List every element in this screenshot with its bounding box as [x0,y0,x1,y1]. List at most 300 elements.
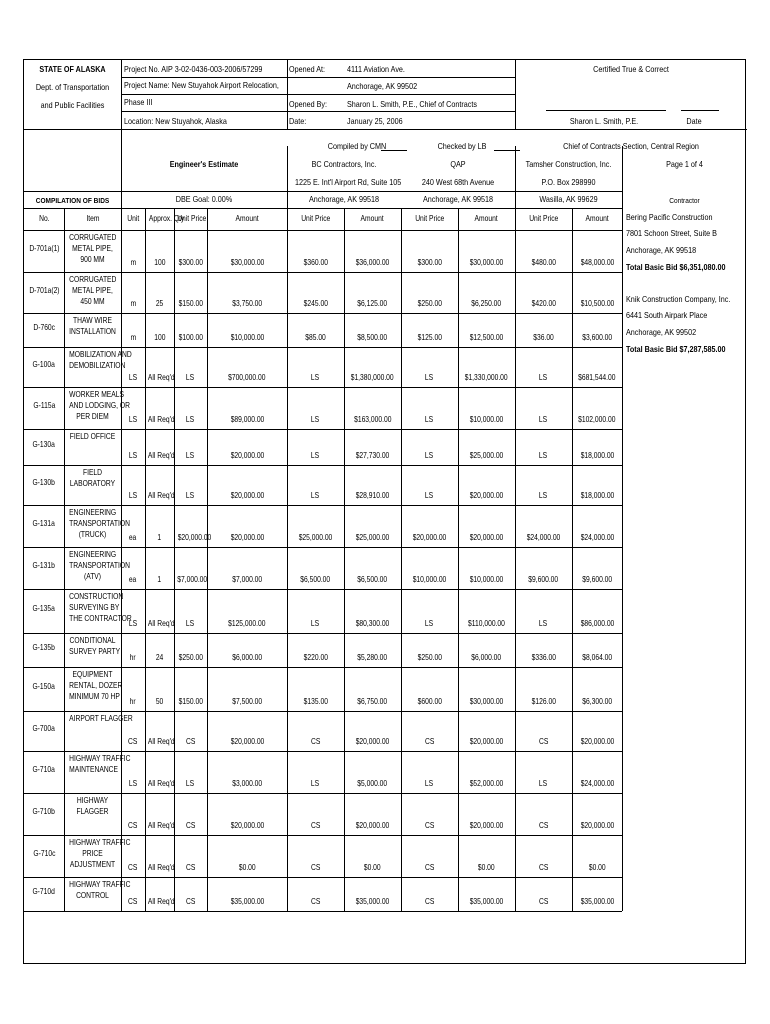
table-row-rule [24,711,622,712]
bidder-2-unit-price: LS [425,415,434,424]
item-description-line: CORRUGATED [69,275,117,284]
engineer-unit-price: $300.00 [178,258,203,267]
item-number: G-150a [32,682,56,691]
bidder-3-amount: $18,000.00 [580,491,614,500]
item-description-line: PRICE [82,849,103,858]
column-header-bidder-2-amount: Amount [474,214,499,223]
bidder-2-amount: $1,330,000.00 [465,373,508,382]
bidder-1-amount: $20,000.00 [355,821,390,830]
unit: CS [128,897,138,906]
bidder-3-amount: $102,000.00 [578,415,616,424]
engineer-unit-price: LS [186,491,195,500]
item-description-line: ADJUSTMENT [69,860,116,869]
table-row-rule [24,505,622,506]
bidder-2-amount: $110,000.00 [468,619,505,628]
bidder-2-name: QAP [450,159,466,169]
header-rule [24,129,747,130]
engineer-amount: $20,000.00 [230,491,264,500]
bidder-1-unit-price: LS [311,491,320,500]
item-description-line: LABORATORY [69,479,116,488]
column-header-bidder-3-amount: Amount [585,214,609,223]
bidder-2-amount: $52,000.00 [469,779,504,788]
bidder-2-address-1: 240 West 68th Avenue [421,177,495,187]
table-column-rule [344,208,345,911]
column-header-rule [24,230,622,231]
engineer-amount: $20,000.00 [230,737,264,746]
unit: LS [128,415,138,424]
engineer-unit-price: $20,000.00 [177,533,212,542]
approx-qty: All Req'd [147,897,175,906]
column-header-unit: Unit [127,214,139,223]
bidder-3-unit-price: LS [539,451,548,460]
item-description [64,669,121,702]
item-description [64,549,130,582]
bidder-2-amount: $6,250.00 [471,299,502,308]
engineer-unit-price: $250.00 [178,653,203,662]
bidder-1-unit-price: CS [310,897,321,906]
header-divider [515,146,516,208]
approx-qty: 1 [157,533,162,542]
bidder-2-amount: $35,000.00 [469,897,504,906]
header-divider [622,146,623,208]
item-number: G-135a [32,604,56,613]
bidder-2-amount: $10,000.00 [469,575,504,584]
engineer-amount: $20,000.00 [230,533,264,542]
column-header-item-number: No. [38,214,50,223]
item-description-line: THAW WIRE [73,316,112,325]
opened-by-label: Opened By: [289,99,328,109]
table-column-rule [174,208,175,911]
date-label: Date: [289,116,307,126]
side-contractor-2-total: Total Basic Bid $7,287,585.00 [626,344,726,354]
column-header-item-description: Item [85,214,100,223]
table-column-rule [458,208,459,911]
item-description-line: AND LODGING, OR [69,401,130,410]
bidder-2-amount: $0.00 [478,863,495,872]
bidder-2-amount: $6,000.00 [471,653,502,662]
table-row-rule [24,835,622,836]
table-row-rule [24,911,622,912]
bidder-3-amount: $24,000.00 [580,779,614,788]
unit: m [130,333,136,342]
approx-qty: All Req'd [147,737,175,746]
item-description-line: METAL PIPE, [72,286,113,295]
column-header-bidder-2-unit-price: Unit Price [414,214,445,223]
side-contractor-1-address-1: 7801 Schoon Street, Suite B [626,228,717,238]
opened-at-address-2: Anchorage, AK 99502 [347,81,418,91]
bidder-1-amount: $25,000.00 [355,533,390,542]
item-number: G-130b [32,478,56,487]
bidder-2-amount: $20,000.00 [469,737,504,746]
engineer-unit-price: $100.00 [178,333,203,342]
header-divider [515,60,516,129]
header-rule [24,208,622,209]
bidder-3-unit-price: $9,600.00 [528,575,559,584]
item-number: G-710c [32,849,56,858]
side-contractor-1-name: Bering Pacific Construction [626,212,713,222]
approx-qty: 100 [153,333,166,342]
unit: LS [128,619,138,628]
bidder-3-amount: $3,600.00 [582,333,612,342]
item-description [64,315,121,337]
bidder-2-amount: $10,000.00 [469,415,504,424]
table-row-rule [24,633,622,634]
approx-qty: 24 [155,653,164,662]
item-description-line: HIGHWAY TRAFFIC [69,838,131,847]
bidder-1-unit-price: LS [311,779,320,788]
table-column-rule [64,208,65,911]
bidder-2-address-2: Anchorage, AK 99518 [422,194,494,204]
bidder-3-amount: $0.00 [588,863,606,872]
engineer-unit-price: $150.00 [178,697,203,706]
bidder-3-unit-price: $336.00 [531,653,556,662]
engineer-amount: $7,000.00 [232,575,262,584]
bidder-2-amount: $30,000.00 [469,258,504,267]
item-description [64,713,133,724]
bidder-1-amount: $0.00 [364,863,381,872]
item-description-line: TRANSPORTATION [69,519,130,528]
bidder-1-unit-price: LS [311,415,320,424]
bidder-2-unit-price: $600.00 [417,697,442,706]
table-row-rule [24,429,622,430]
side-contractor-1-address-2: Anchorage, AK 99518 [626,245,697,255]
item-number: D-701a(1) [28,244,60,253]
bidder-2-unit-price: $250.00 [417,299,442,308]
bidder-1-amount: $80,300.00 [355,619,390,628]
item-description-line: HIGHWAY [76,796,109,805]
item-number: G-131a [32,519,56,528]
table-row-rule [24,877,622,878]
bidder-3-amount: $24,000.00 [580,533,614,542]
bidder-3-name: Tamsher Construction, Inc. [525,159,612,169]
opened-by-value: Sharon L. Smith, P.E., Chief of Contracts [347,99,477,109]
item-number: D-760c [33,323,55,332]
bidder-1-unit-price: $220.00 [303,653,328,662]
date-value: January 25, 2006 [347,116,403,126]
engineer-unit-price: LS [186,619,195,628]
engineer-amount: $7,500.00 [232,697,262,706]
bidder-3-amount: $6,300.00 [582,697,612,706]
engineer-amount: $35,000.00 [230,897,264,906]
engineer-amount: $20,000.00 [230,821,264,830]
item-description-line: CORRUGATED [69,233,117,242]
unit: LS [128,373,138,382]
opened-at-label: Opened At: [289,64,326,74]
table-row-rule [24,547,622,548]
bidder-2-unit-price: $300.00 [417,258,442,267]
table-row-rule [24,465,622,466]
bidder-3-unit-price: $126.00 [531,697,556,706]
bidder-1-amount: $163,000.00 [353,415,392,424]
certified-text: Certified True & Correct [593,64,669,74]
item-description-line: MINIMUM 70 HP [69,692,120,701]
bidder-1-name: BC Contractors, Inc. [311,159,377,169]
project-number: Project No. AIP 3-02-0436-003-2006/57299 [124,64,263,74]
table-column-rule [121,208,122,911]
unit: hr [130,697,136,706]
bidder-2-unit-price: $250.00 [417,653,442,662]
item-description [64,349,132,371]
bidder-3-unit-price: $36.00 [533,333,554,342]
signature-line [546,110,666,111]
bidder-2-unit-price: $125.00 [417,333,442,342]
compiled-by: Compiled by CMN [327,141,387,151]
item-description-line: SURVEY PARTY [69,647,121,656]
header-rule [121,77,515,78]
item-description-line: DEMOBILIZATION [69,361,126,370]
bidder-1-amount: $6,500.00 [357,575,388,584]
table-column-rule [287,208,288,911]
engineer-amount: $0.00 [238,863,256,872]
engineer-unit-price: CS [185,821,196,830]
engineer-unit-price: LS [186,415,195,424]
table-row-rule [24,751,622,752]
item-description-line: CONDITIONAL [69,636,116,645]
item-description-line: TRANSPORTATION [69,561,130,570]
item-description [64,274,121,307]
unit: CS [128,737,138,746]
bidder-2-unit-price: LS [425,451,434,460]
item-number: G-710a [32,765,56,774]
engineer-amount: $3,750.00 [232,299,262,308]
header-divider [121,60,122,191]
engineer-amount: $30,000.00 [230,258,264,267]
table-column-rule [145,208,146,911]
item-description-line: INSTALLATION [69,327,116,336]
approx-qty: All Req'd [147,451,175,460]
item-description-line: PER DIEM [76,412,109,421]
bidder-3-unit-price: CS [538,863,549,872]
bidder-3-unit-price: LS [539,779,548,788]
engineer-unit-price: LS [186,779,195,788]
column-header-bidder-1-amount: Amount [360,214,385,223]
bidder-3-amount: $9,600.00 [582,575,612,584]
bidder-2-amount: $20,000.00 [469,533,504,542]
item-description [64,879,131,901]
table-column-rule [207,208,208,911]
engineer-unit-price: CS [185,897,196,906]
item-description-line: ENGINEERING [69,550,117,559]
header-rule [121,94,515,95]
bidder-1-unit-price: CS [310,737,321,746]
item-description-line: THE CONTRACTOR [69,614,132,623]
contractor-label: Contractor [669,196,700,205]
signature-date-line [681,110,719,111]
approx-qty: All Req'd [147,415,175,424]
table-row-rule [24,272,622,273]
compilation-of-bids: COMPILATION OF BIDS [35,196,110,205]
item-description-line: FIELD [82,468,103,477]
item-description-line: FIELD OFFICE [69,432,116,441]
bidder-1-amount: $20,000.00 [355,737,390,746]
item-description-line: MAINTENANCE [69,765,118,774]
bidder-1-unit-price: LS [311,373,320,382]
dbe-goal: DBE Goal: 0.00% [175,194,233,204]
unit: m [130,299,136,308]
item-description [64,467,121,489]
bidder-3-address-1: P.O. Box 298990 [541,177,596,187]
signer-date-label: Date [686,116,702,126]
engineer-unit-price: CS [185,737,196,746]
side-contractor-2-address-2: Anchorage, AK 99502 [626,327,697,337]
bid-tabulation-sheet [23,59,746,964]
bidder-2-unit-price: $20,000.00 [412,533,447,542]
checked-by-line [494,150,520,151]
item-number: G-100a [32,360,56,369]
approx-qty: 25 [155,299,164,308]
bidder-1-address-1: 1225 E. Int'l Airport Rd, Suite 105 [294,177,402,187]
approx-qty: All Req'd [147,619,175,628]
bidder-3-amount: $18,000.00 [580,451,614,460]
approx-qty: 50 [155,697,164,706]
bidder-3-amount: $48,000.00 [580,258,614,267]
bidder-3-unit-price: $24,000.00 [526,533,561,542]
unit: LS [128,491,138,500]
bidder-1-unit-price: $25,000.00 [298,533,333,542]
side-contractor-1-total: Total Basic Bid $6,351,080.00 [626,262,726,272]
bidder-1-unit-price: $135.00 [303,697,328,706]
bidder-2-unit-price: LS [425,491,434,500]
engineer-unit-price: CS [185,863,196,872]
approx-qty: All Req'd [147,373,175,382]
agency-line-1: STATE OF ALASKA [39,64,106,74]
bidder-2-unit-price: CS [424,863,435,872]
bidder-2-amount: $25,000.00 [469,451,504,460]
bidder-2-unit-price: LS [425,373,434,382]
item-description [64,591,132,624]
bidder-2-amount: $30,000.00 [469,697,504,706]
unit: CS [128,821,138,830]
item-description-line: (TRUCK) [78,530,107,539]
side-contractor-2-address-1: 6441 South Airpark Place [626,310,708,320]
item-number: G-710b [32,807,56,816]
bidder-1-amount: $5,000.00 [357,779,388,788]
bidder-1-unit-price: LS [311,451,320,460]
item-description-line: METAL PIPE, [72,244,113,253]
item-number: G-131b [32,561,56,570]
engineer-amount: $89,000.00 [230,415,264,424]
bidder-1-unit-price: $245.00 [303,299,328,308]
item-description [64,232,121,265]
bidder-1-amount: $6,125.00 [357,299,388,308]
bidder-3-amount: $20,000.00 [580,821,614,830]
item-number: G-130a [32,440,56,449]
bidder-3-unit-price: LS [539,373,548,382]
bidder-1-amount: $36,000.00 [355,258,390,267]
bidder-2-amount: $12,500.00 [469,333,504,342]
bidder-1-unit-price: CS [310,821,321,830]
bidder-1-amount: $1,380,000.00 [351,373,394,382]
opened-at-address-1: 4111 Aviation Ave. [347,64,405,74]
approx-qty: All Req'd [147,863,175,872]
header-rule [24,191,622,192]
item-description [64,389,130,422]
unit: LS [128,779,138,788]
bidder-3-unit-price: LS [539,491,548,500]
approx-qty: All Req'd [147,779,175,788]
bidder-3-unit-price: CS [538,737,549,746]
bidder-2-unit-price: LS [425,619,434,628]
engineer-unit-price: LS [186,451,195,460]
engineer-amount: $700,000.00 [228,373,266,382]
bidder-1-amount: $8,500.00 [357,333,388,342]
table-column-rule [401,208,402,911]
item-number: G-700a [32,724,56,733]
unit: LS [128,451,138,460]
approx-qty: 1 [157,575,162,584]
item-number: G-710d [32,887,56,896]
header-divider [287,146,288,208]
signer-title: Chief of Contracts Section, Central Region [563,141,699,151]
bidder-3-amount: $20,000.00 [580,737,614,746]
bidder-1-amount: $35,000.00 [355,897,390,906]
engineer-amount: $3,000.00 [232,779,262,788]
table-row-rule [24,589,622,590]
item-description [64,837,131,870]
unit: ea [129,533,137,542]
header-divider [121,191,122,208]
item-description [64,431,121,442]
bidder-1-amount: $6,750.00 [357,697,388,706]
table-column-rule [622,208,623,911]
unit: ea [129,575,137,584]
engineer-unit-price: $7,000.00 [177,575,208,584]
signer-name: Sharon L. Smith, P.E. [569,116,639,126]
item-description-line: HIGHWAY TRAFFIC [69,754,131,763]
column-header-engineer-unit-price: Unit Price [177,214,207,223]
bidder-2-unit-price: CS [424,737,435,746]
bidder-2-unit-price: $10,000.00 [412,575,447,584]
unit: hr [130,653,136,662]
project-location: Location: New Stuyahok, Alaska [124,116,227,126]
engineer-amount: $6,000.00 [232,653,262,662]
item-description-line: 900 MM [80,255,105,264]
item-description-line: AIRPORT FLAGGER [69,714,133,723]
project-phase: Phase III [124,97,153,107]
bidder-1-unit-price: LS [311,619,320,628]
approx-qty: All Req'd [147,491,175,500]
header-divider [287,60,288,129]
engineer-amount: $10,000.00 [230,333,264,342]
bidder-2-unit-price: CS [424,897,435,906]
item-description [64,795,121,817]
column-header-bidder-1-unit-price: Unit Price [300,214,331,223]
bidder-1-amount: $5,280.00 [357,653,388,662]
table-row-rule [24,347,622,348]
item-description-line: CONSTRUCTION [69,592,124,601]
bidder-1-amount: $27,730.00 [355,451,390,460]
item-description-line: EQUIPMENT [72,670,113,679]
bidder-3-unit-price: CS [538,821,549,830]
table-column-rule [572,208,573,911]
bidder-2-unit-price: LS [425,779,434,788]
item-description-line: SURVEYING BY [69,603,120,612]
bidder-3-unit-price: $480.00 [531,258,556,267]
engineer-unit-price: LS [186,373,195,382]
item-description-line: WORKER MEALS [69,390,124,399]
item-description-line: CONTROL [76,891,109,900]
engineer-amount: $125,000.00 [228,619,266,628]
bidder-2-amount: $20,000.00 [469,491,504,500]
table-row-rule [24,387,622,388]
bidder-3-amount: $86,000.00 [580,619,614,628]
item-description [64,753,131,775]
header-rule [121,111,515,112]
bidder-1-unit-price: $6,500.00 [300,575,331,584]
column-header-bidder-3-unit-price: Unit Price [528,214,559,223]
column-header-approx-qty: Approx. Qty [148,214,185,223]
table-column-rule [515,208,516,911]
